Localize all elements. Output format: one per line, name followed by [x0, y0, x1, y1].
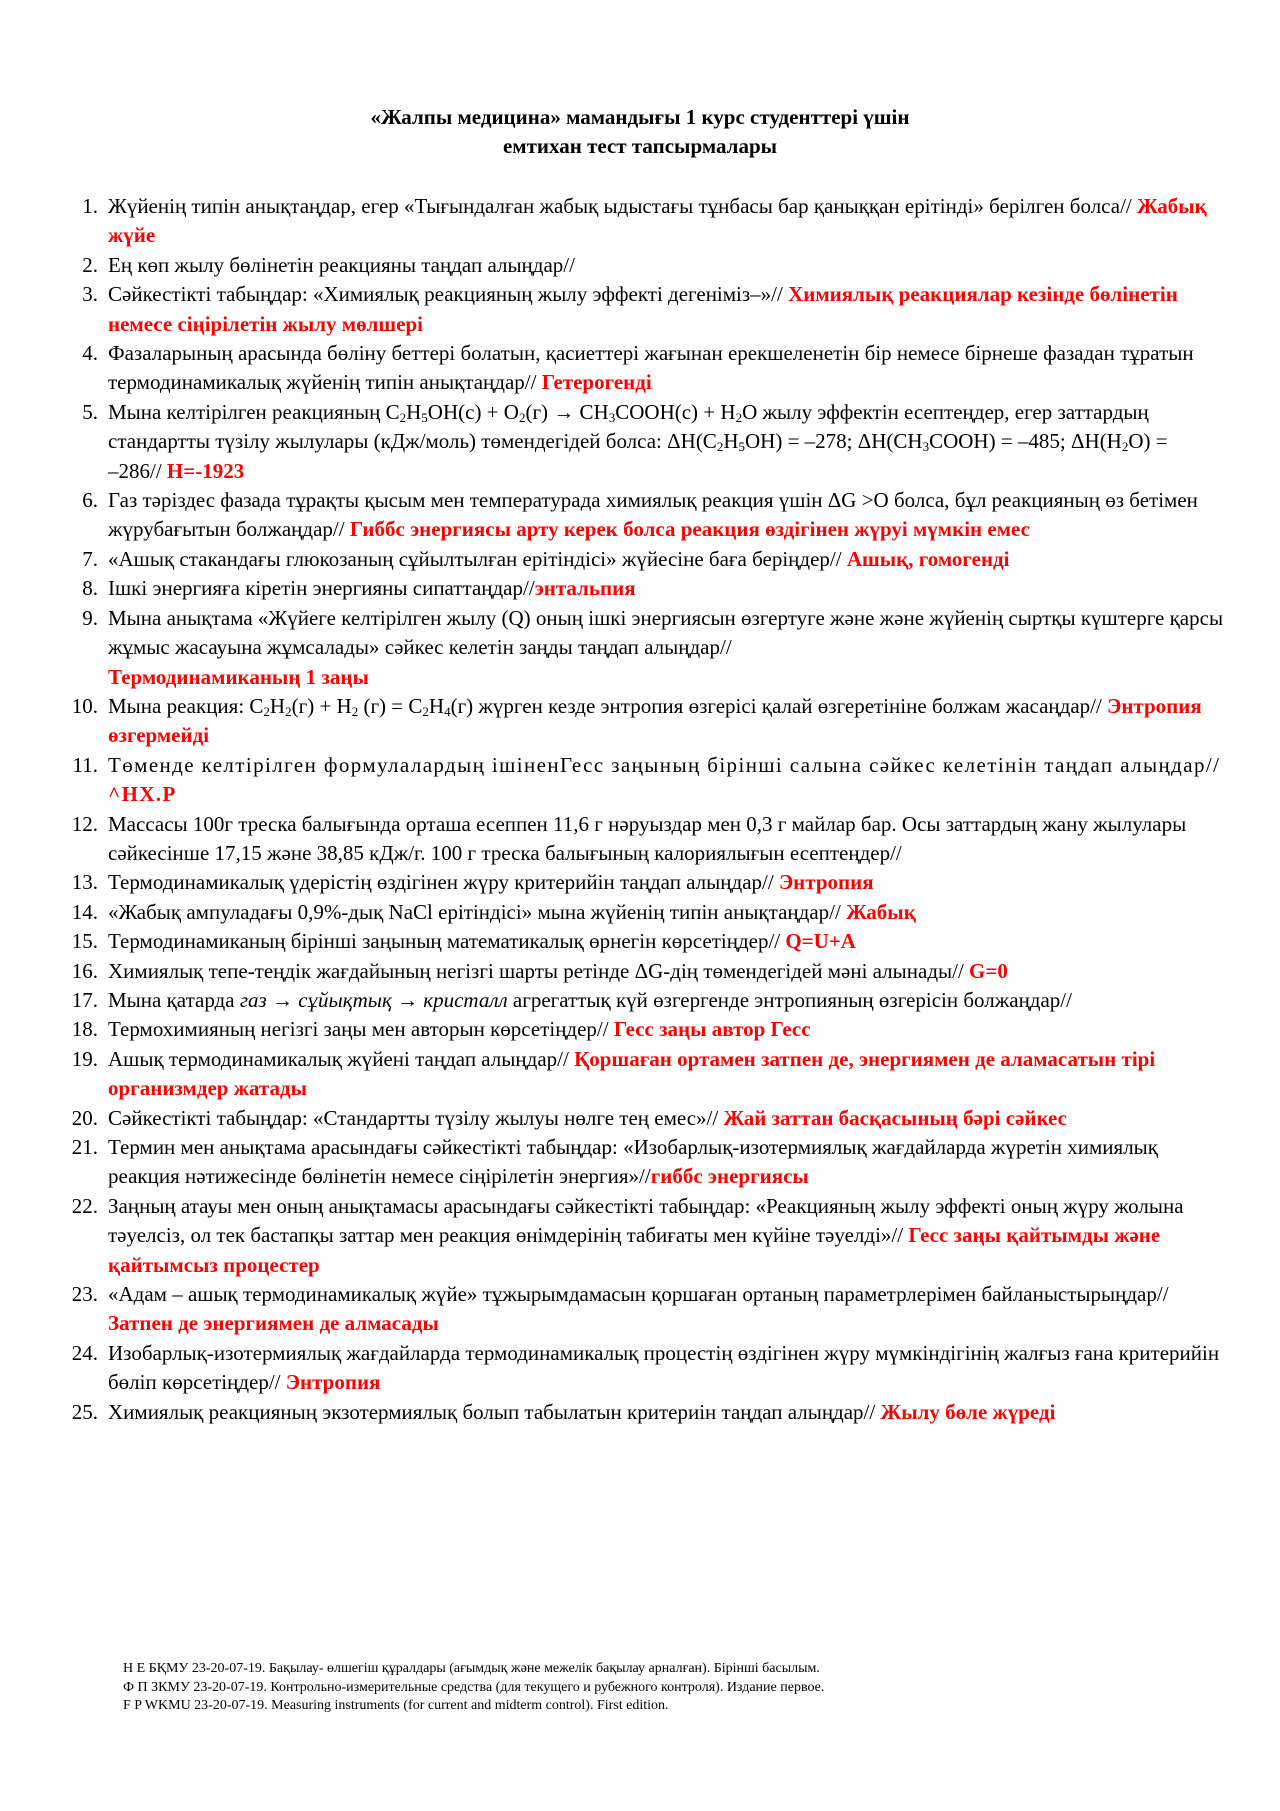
question-item [60, 486, 1226, 545]
question-number: 8. [82, 576, 98, 601]
answer-text: Жабық жүйе [108, 194, 1207, 248]
question-text: Термодинамиканың бірінші заңының математикалық өрнегін көрсетіңдер// [108, 929, 786, 954]
answer-text: Энтропия өзгермейді [108, 693, 1202, 748]
question-number: 4. [82, 341, 98, 366]
question-number: 22. [71, 1193, 98, 1218]
question-text: Мына реакция: $C_2H_2(г) + H_2$ $(г) = C_2H_4(г)$ жүрген кезде энтропия өзгерісі қалай өзгеретініне болжам жасаңдар// [108, 693, 1108, 719]
question-number: 13. [71, 870, 98, 895]
question-number: 23. [71, 1282, 98, 1307]
question-number: 10. [71, 693, 98, 718]
question-text: Изобарлық-изотермиялық жағдайларда термодинамикалық процестің өздігінен жүру мүмкіндігінің жалғыз ғана критерийін бөліп көрсетіңдер// [108, 1340, 1220, 1395]
footer-line-russian: Ф П ЗКМУ 23-20-07-19. Контрольно-измерительные средства (для текущего и рубежного контроля). Издание первое. [123, 1679, 825, 1695]
question-text: Сәйкестікті табыңдар: «Химиялық реакцияның жылу эффекті дегеніміз–»// [108, 282, 789, 307]
question-text: Ашық термодинамикалық жүйені таңдап алыңдар// [108, 1046, 575, 1071]
question-number: 15. [71, 929, 98, 954]
question-number: 25. [71, 1399, 98, 1424]
question-item [60, 1045, 1226, 1104]
question-number: 17. [71, 987, 98, 1012]
question-text: Термин мен анықтама арасындағы сәйкестікті табыңдар: «Изобарлық-изотермиялық жағдайларда жүретін химиялық реакция нәтижесінде бөлінетін немесе сіңірілетін энергия»// [108, 1135, 1158, 1189]
question-number: 9. [82, 605, 98, 630]
question-item [60, 339, 1226, 398]
page-title [0, 103, 1280, 161]
question-item [60, 868, 1226, 897]
question-number: 3. [82, 282, 98, 307]
answer-text: G=0 [969, 958, 1008, 983]
question-text: «Адам – ашық термодинамикалық жүйе» тұжырымдамасын қоршаған ортаның параметрлерімен байланыстырыңдар// [108, 1282, 1169, 1307]
answer-text: энтальпия [534, 576, 636, 601]
footer-line-kazakh: Н Е БҚМУ 23-20-07-19. Бақылау- өлшегіш құралдары (ағымдық және межелік бақылау арналған). Бірінші басылым. [123, 1661, 820, 1676]
answer-text: Гесс заңы автор Гесс [613, 1017, 811, 1042]
question-number: 18. [71, 1017, 98, 1042]
question-text: Мына келтірілген реакцияның $C_2H_5OH(c) + O_2(г)$ → $CH_3COOH(c) + H_2O$ жылу эффектін есептеңдер, егер заттардың стандартты түзілу жылулары (кДж/моль) төмендегідей болса: $\Delta H(C_2H_5OH) = -278$; $\Delta H(CH_3COOH) = -485$; $\Delta H(H_2O)$ = –286// [108, 399, 1168, 483]
question-text: Газ тәріздес фазада тұрақты қысым мен температурада химиялық реакция үшін ΔG >O болса, бұл реакцияның өз бетімен жүрубағытын болжаңдар// [108, 488, 1198, 542]
question-item [60, 986, 1226, 1015]
question-item [60, 1104, 1226, 1133]
question-number: 1. [82, 194, 98, 218]
question-number: 5. [82, 399, 98, 424]
question-number: 16. [71, 958, 98, 983]
answer-text: Қоршаған ортамен затпен де, энергиямен де аламасатын тірі организмдер жатады [108, 1046, 1156, 1101]
answer-text: гиббс энергиясы [650, 1164, 809, 1189]
answer-text: Ашық, гомогенді [846, 546, 1010, 571]
question-text: Сәйкестікті табыңдар: «Стандартты түзілу жылуы нөлге тең емес»// [108, 1105, 724, 1130]
answer-text: Жай заттан басқасының бәрі сәйкес [723, 1105, 1067, 1130]
answer-text: H=-1923 [166, 458, 245, 483]
answer-text: Q=U+A [785, 929, 856, 954]
question-number: 11. [72, 752, 98, 777]
question-number: 21. [71, 1135, 98, 1159]
question-text: «Ашық стакандағы глюкозаның сұйылтылған ерітіндісі» жүйесіне баға беріңдер// [108, 546, 847, 571]
question-text: Төменде келтірілген формулалардың ішіненГесс заңының бірінші салына сәйкес келетінін таңдап алыңдар// [108, 752, 1221, 777]
answer-text: Гесс заңы қайтымды және қайтымсыз процестер [108, 1223, 1161, 1277]
answer-text: Гетерогенді [541, 370, 652, 395]
question-text: Термохимияның негізгі заңы мен авторын көрсетіңдер// [108, 1017, 614, 1042]
answer-text: Гиббс энергиясы арту керек болса реакция өздігінен жүруі мүмкін емес [349, 517, 1030, 542]
question-item [60, 927, 1226, 956]
answer-text: Химиялық реакциялар кезінде бөлінетін немесе сіңірілетін жылу мөлшері [108, 282, 1178, 336]
answer-text: Затпен де энергиямен де алмасады [108, 1311, 439, 1336]
question-text: Химиялық тепе-теңдік жағдайының негізгі шарты ретінде ΔG-дің төмендегідей мәні алынады// [108, 958, 970, 983]
question-text: Жүйенің типін анықтаңдар, егер «Тығындалған жабық ыдыстағы тұнбасы бар қаныққан ерітінді» берілген болса// [108, 194, 1137, 218]
question-text: Мына қатарда газ → сұйықтық → кристалл агрегаттық күй өзгергенде энтропияның өзгерісін болжаңдар// [108, 987, 1072, 1012]
question-item [60, 280, 1226, 339]
title-line-2: емтихан тест тапсырмалары [502, 134, 778, 158]
question-number: 24. [71, 1340, 98, 1365]
question-text: Термодинамикалық үдерістің өздігінен жүру критерийін таңдап алыңдар// [108, 870, 779, 895]
question-number: 19. [71, 1046, 98, 1071]
question-text: Фазаларының арасында бөліну беттері болатын, қасиеттері жағынан ерекшеленетін бір немесе бірнеше фазадан тұратын термодинамикалық жүйенің типін анықтаңдар// [108, 341, 1194, 395]
question-item [60, 1398, 1226, 1427]
question-text: Заңның атауы мен оның анықтамасы арасындағы сәйкестікті табыңдар: «Реакцияның жылу эффекті оның жүру жолына тәуелсіз, ол тек бастапқы заттар мен реакция өнімдерінің табиғаты мен күйіне тәуелді»// [108, 1193, 1184, 1248]
answer-text: Энтропия [285, 1370, 381, 1395]
question-item [60, 1339, 1226, 1398]
question-number: 14. [71, 899, 98, 924]
question-item [60, 1192, 1226, 1280]
answer-text: Энтропия [778, 870, 874, 895]
question-number: 6. [82, 488, 98, 513]
question-number: 7. [82, 546, 98, 571]
question-item [60, 810, 1226, 869]
question-text: Мына анықтама «Жүйеге келтірілген жылу (Q) оның ішкі энергиясын өзгертуге және және жүйенің сыртқы күштерге қарсы жұмыс жасауына жұмсалады» сәйкес келетін заңды таңдап алыңдар// [108, 605, 1224, 660]
question-item [60, 751, 1226, 810]
question-list [60, 192, 1226, 1427]
answer-text: Жабық [846, 899, 916, 924]
question-item [60, 604, 1226, 692]
document-footer [123, 1660, 824, 1716]
question-number: 12. [71, 811, 98, 836]
question-text: Ішкі энергияға кіретін энергияны сипаттаңдар// [108, 576, 535, 601]
question-text: Массасы 100г треска балығында орташа есеппен 11,6 г нәруыздар мен 0,3 г майлар бар. Осы заттардың жану жылулары сәйкесінше 17,15 және 38,85 кДж/г. 100 г треска балығының калориялығын есептеңдер// [108, 811, 1187, 865]
question-item [60, 692, 1226, 751]
question-item [60, 574, 1226, 603]
footer-line-english: F P WKMU 23-20-07-19. Measuring instruments (for current and midterm control). First edition. [123, 1698, 669, 1713]
answer-text: Термодинамиканың 1 заңы [108, 664, 369, 689]
question-item [60, 251, 1226, 280]
question-item [60, 1015, 1226, 1044]
question-text: Ең көп жылу бөлінетін реакцияны таңдап алыңдар// [108, 252, 575, 277]
question-number: 20. [71, 1105, 98, 1130]
question-item [60, 545, 1226, 574]
answer-text: Жылу бөле жүреді [880, 1399, 1056, 1424]
question-item [60, 192, 1226, 251]
question-number: 2. [82, 252, 98, 277]
question-item [60, 398, 1226, 486]
answer-text: ^HX.P [108, 782, 177, 807]
question-item [60, 1280, 1226, 1339]
title-line-1: «Жалпы медицина» мамандығы 1 курс студенттері үшін [370, 105, 910, 129]
question-text: «Жабық ампуладағы 0,9%-дық NaCl ерітіндісі» мына жүйенің типін анықтаңдар// [108, 899, 847, 924]
question-item [60, 957, 1226, 986]
question-text: Химиялық реакцияның экзотермиялық болып табылатын критериін таңдап алыңдар// [108, 1399, 881, 1424]
question-item [60, 1133, 1226, 1192]
question-item [60, 898, 1226, 927]
